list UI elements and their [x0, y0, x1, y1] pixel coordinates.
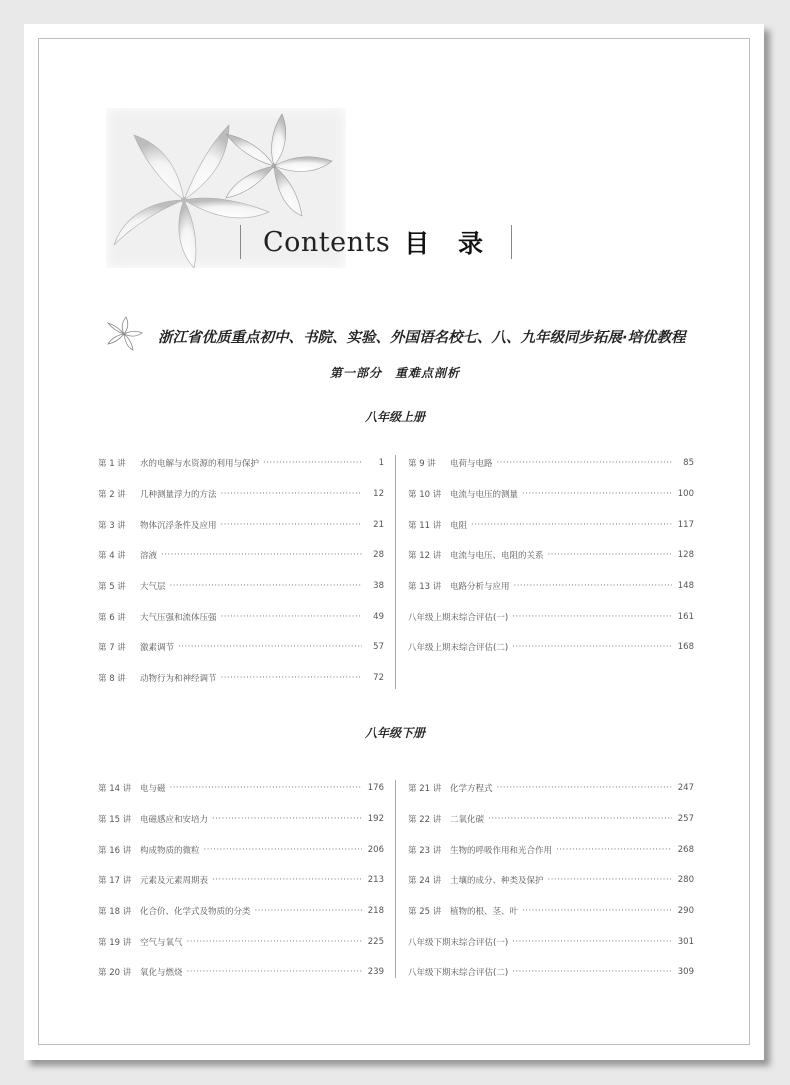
toc-entry-title: 大气压强和流体压强 [140, 612, 217, 623]
series-title: 浙江省优质重点初中、书院、实验、外国语名校七、八、九年级同步拓展·培优教程 [158, 330, 686, 346]
toc-leader-dots [522, 906, 672, 916]
toc-entry[interactable] [408, 926, 694, 957]
toc-entry-page: 161 [677, 611, 694, 622]
toc-entry[interactable] [98, 804, 384, 835]
toc-entry[interactable] [98, 540, 384, 571]
toc-entry[interactable] [408, 834, 694, 865]
toc-leader-dots [522, 489, 672, 499]
toc-leader-dots [512, 967, 672, 977]
toc-column-right [408, 448, 694, 663]
toc-entry-number: 第 14 讲 [98, 784, 132, 795]
toc-entry-title: 空气与氧气 [140, 937, 183, 948]
toc-entry-title: 电与磁 [140, 784, 166, 795]
toc-entry[interactable] [98, 896, 384, 927]
toc-leader-dots [221, 612, 362, 622]
toc-entry-title: 大气层 [140, 582, 166, 593]
toc-entry-number: 第 20 讲 [98, 968, 132, 979]
toc-entry[interactable] [408, 865, 694, 896]
toc-leader-dots [548, 550, 672, 560]
toc-entry[interactable] [98, 601, 384, 632]
toc-entry-number: 第 5 讲 [98, 582, 126, 593]
column-divider [395, 780, 396, 978]
toc-leader-dots [187, 967, 362, 977]
toc-entry[interactable] [98, 834, 384, 865]
contents-english-title: Contents [263, 226, 391, 258]
toc-entry-page: 206 [367, 844, 384, 855]
toc-entry[interactable] [98, 663, 384, 694]
toc-entry[interactable] [408, 773, 694, 804]
toc-leader-dots [221, 489, 362, 499]
toc-entry-page: 290 [677, 906, 694, 917]
toc-leader-dots [497, 458, 672, 468]
toc-leader-dots [548, 875, 672, 885]
toc-entry-title: 八年级上期末综合评估(二) [408, 643, 509, 654]
toc-leader-dots [497, 783, 672, 793]
toc-entry[interactable] [408, 601, 694, 632]
toc-entry-title: 生物的呼吸作用和光合作用 [450, 845, 553, 856]
toc-entry-page: 225 [367, 936, 384, 947]
toc-entry-page: 128 [677, 550, 694, 561]
toc-leader-dots [170, 581, 362, 591]
toc-entry-number: 第 18 讲 [98, 907, 132, 918]
toc-entry[interactable] [408, 448, 694, 479]
toc-entry-number: 第 11 讲 [408, 520, 442, 531]
toc-entry-title: 氧化与燃烧 [140, 968, 183, 979]
toc-entry-title: 电磁感应和安培力 [140, 815, 209, 826]
toc-entry-number: 第 6 讲 [98, 612, 126, 623]
toc-entry-title: 溶液 [140, 551, 158, 562]
toc-entry-number: 第 4 讲 [98, 551, 126, 562]
toc-entry-title: 电阻 [450, 520, 468, 531]
toc-leader-dots [512, 612, 672, 622]
toc-entry[interactable] [98, 926, 384, 957]
toc-entry[interactable] [408, 632, 694, 663]
toc-entry-title: 八年级下期末综合评估(一) [408, 937, 509, 948]
toc-leader-dots [221, 520, 362, 530]
toc-entry-title: 土壤的成分、种类及保护 [450, 876, 544, 887]
toc-leader-dots [556, 845, 672, 855]
toc-column-left [98, 448, 384, 694]
toc-leader-dots [255, 906, 362, 916]
toc-entry-title: 动物行为和神经调节 [140, 674, 217, 685]
toc-entry-number: 第 16 讲 [98, 845, 132, 856]
toc-leader-dots [263, 458, 362, 468]
toc-leader-dots [221, 673, 362, 683]
toc-entry[interactable] [408, 540, 694, 571]
toc-entry-page: 247 [677, 783, 694, 794]
toc-entry-page: 49 [373, 611, 384, 622]
toc-entry-title: 八年级下期末综合评估(二) [408, 968, 509, 979]
toc-entry-title: 化合价、化学式及物质的分类 [140, 907, 251, 918]
toc-entry-number: 第 23 讲 [408, 845, 442, 856]
toc-leader-dots [212, 814, 362, 824]
section-title-grade8-vol2: 八年级下册 [364, 726, 425, 740]
toc-entry-number: 第 10 讲 [408, 490, 442, 501]
small-flower-icon [104, 314, 144, 354]
toc-entry-title: 电荷与电路 [450, 459, 493, 470]
toc-entry-number: 第 24 讲 [408, 876, 442, 887]
toc-entry-number: 第 2 讲 [98, 490, 126, 501]
toc-entry[interactable] [98, 448, 384, 479]
toc-entry-title: 电流与电压的测量 [450, 490, 519, 501]
toc-entry-page: 168 [677, 642, 694, 653]
toc-entry-number: 第 8 讲 [98, 674, 126, 685]
toc-entry-page: 192 [367, 814, 384, 825]
toc-entry[interactable] [98, 509, 384, 540]
toc-column-left [98, 773, 384, 988]
toc-entry-page: 148 [677, 581, 694, 592]
section-title-grade8-vol1: 八年级上册 [364, 410, 425, 424]
part-title: 第一部分 重难点剖析 [329, 366, 460, 380]
toc-leader-dots [471, 520, 672, 530]
toc-leader-dots [512, 937, 672, 947]
toc-entry-page: 218 [367, 906, 384, 917]
toc-column-right [408, 773, 694, 988]
toc-entry-title: 几种测量浮力的方法 [140, 490, 217, 501]
toc-leader-dots [170, 783, 362, 793]
toc-entry-page: 239 [367, 967, 384, 978]
toc-entry-page: 57 [373, 642, 384, 653]
toc-entry-number: 第 3 讲 [98, 520, 126, 531]
toc-entry-title: 化学方程式 [450, 784, 493, 795]
toc-entry[interactable] [408, 957, 694, 988]
toc-entry-number: 第 22 讲 [408, 815, 442, 826]
toc-entry[interactable] [98, 865, 384, 896]
toc-entry-title: 元素及元素周期表 [140, 876, 209, 887]
toc-entry-page: 213 [367, 875, 384, 886]
toc-entry-page: 12 [373, 489, 384, 500]
toc-leader-dots [178, 642, 362, 652]
toc-entry-number: 第 15 讲 [98, 815, 132, 826]
toc-leader-dots [161, 550, 362, 560]
toc-entry-page: 117 [677, 519, 694, 530]
toc-leader-dots [204, 845, 362, 855]
toc-entry[interactable] [408, 571, 694, 602]
heading-left-bar [240, 225, 241, 259]
toc-entry-number: 第 9 讲 [408, 459, 436, 470]
toc-entry-page: 28 [373, 550, 384, 561]
toc-entry[interactable] [98, 571, 384, 602]
contents-chinese-title: 目 录 [404, 229, 493, 258]
toc-entry-title: 激素调节 [140, 643, 175, 654]
toc-entry-page: 72 [373, 673, 384, 684]
toc-entry-title: 八年级上期末综合评估(一) [408, 612, 509, 623]
toc-entry[interactable] [408, 509, 694, 540]
toc-entry-number: 第 25 讲 [408, 907, 442, 918]
toc-entry-title: 物体沉浮条件及应用 [140, 520, 217, 531]
toc-entry-page: 176 [367, 783, 384, 794]
toc-entry-title: 二氧化碳 [450, 815, 485, 826]
toc-entry-page: 85 [683, 458, 694, 469]
toc-entry-page: 301 [677, 936, 694, 947]
toc-entry[interactable] [408, 896, 694, 927]
toc-leader-dots [488, 814, 672, 824]
toc-entry-title: 构成物质的微粒 [140, 845, 200, 856]
toc-entry[interactable] [408, 804, 694, 835]
toc-entry[interactable] [98, 479, 384, 510]
toc-entry-page: 309 [677, 967, 694, 978]
toc-entry-page: 280 [677, 875, 694, 886]
toc-entry-number: 第 12 讲 [408, 551, 442, 562]
toc-entry[interactable] [98, 773, 384, 804]
toc-entry-page: 1 [378, 458, 384, 469]
toc-entry-title: 电流与电压、电阻的关系 [450, 551, 544, 562]
toc-entry-title: 电路分析与应用 [450, 582, 510, 593]
toc-entry-page: 268 [677, 844, 694, 855]
toc-entry-page: 38 [373, 581, 384, 592]
toc-leader-dots [514, 581, 672, 591]
toc-entry-page: 257 [677, 814, 694, 825]
toc-entry[interactable] [98, 957, 384, 988]
toc-entry-title: 水的电解与水资源的利用与保护 [140, 459, 260, 470]
heading-right-bar [511, 225, 512, 259]
toc-entry-page: 21 [373, 519, 384, 530]
toc-leader-dots [187, 937, 362, 947]
toc-entry[interactable] [408, 479, 694, 510]
column-divider [395, 455, 396, 689]
toc-entry-number: 第 1 讲 [98, 459, 126, 470]
toc-leader-dots [212, 875, 362, 885]
toc-entry-number: 第 13 讲 [408, 582, 442, 593]
toc-entry-number: 第 17 讲 [98, 876, 132, 887]
contents-heading [240, 220, 512, 264]
toc-entry-title: 植物的根、茎、叶 [450, 907, 519, 918]
toc-leader-dots [512, 642, 672, 652]
toc-entry-number: 第 7 讲 [98, 643, 126, 654]
toc-entry-page: 100 [677, 489, 694, 500]
toc-entry-number: 第 19 讲 [98, 937, 132, 948]
toc-entry[interactable] [98, 632, 384, 663]
toc-entry-number: 第 21 讲 [408, 784, 442, 795]
